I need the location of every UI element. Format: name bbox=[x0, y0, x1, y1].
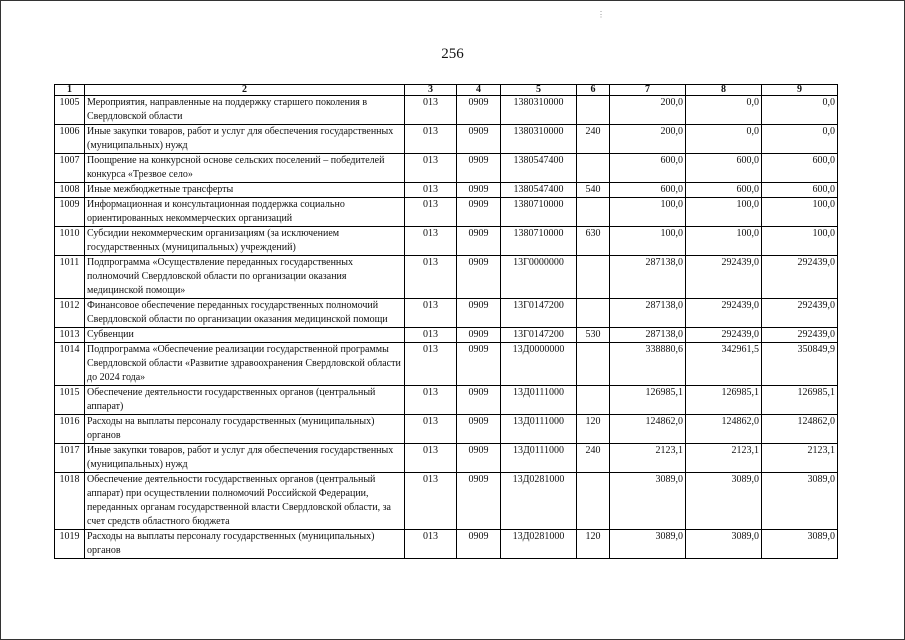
row-code-col3: 013 bbox=[405, 444, 457, 473]
header-cell: 5 bbox=[501, 85, 577, 96]
row-code-col5: 13Д0111000 bbox=[501, 386, 577, 415]
row-name: Субвенции bbox=[85, 328, 405, 343]
row-amount-col9: 292439,0 bbox=[762, 256, 838, 299]
row-amount-col9: 3089,0 bbox=[762, 530, 838, 559]
row-code-col6: 120 bbox=[577, 530, 610, 559]
table-row bbox=[55, 444, 838, 473]
row-number: 1010 bbox=[55, 227, 85, 256]
row-amount-col8: 292439,0 bbox=[686, 256, 762, 299]
row-code-col4: 0909 bbox=[457, 183, 501, 198]
row-code-col4: 0909 bbox=[457, 386, 501, 415]
row-amount-col7: 100,0 bbox=[610, 227, 686, 256]
page-number: 256 bbox=[441, 46, 464, 62]
row-code-col6: 240 bbox=[577, 444, 610, 473]
header-cell: 7 bbox=[610, 85, 686, 96]
table-row bbox=[55, 125, 838, 154]
row-code-col6 bbox=[577, 96, 610, 125]
row-code-col6 bbox=[577, 473, 610, 530]
row-number: 1005 bbox=[55, 96, 85, 125]
row-code-col4: 0909 bbox=[457, 299, 501, 328]
row-name: Мероприятия, направленные на поддержку старшего поколения в Свердловской области bbox=[85, 96, 405, 125]
row-name: Иные закупки товаров, работ и услуг для обеспечения государственных (муниципальных) нужд bbox=[85, 125, 405, 154]
row-number: 1018 bbox=[55, 473, 85, 530]
row-amount-col7: 338880,6 bbox=[610, 343, 686, 386]
row-amount-col7: 200,0 bbox=[610, 125, 686, 154]
row-code-col5: 13Д0000000 bbox=[501, 343, 577, 386]
row-amount-col8: 3089,0 bbox=[686, 473, 762, 530]
row-code-col5: 1380710000 bbox=[501, 198, 577, 227]
row-amount-col9: 124862,0 bbox=[762, 415, 838, 444]
row-amount-col7: 124862,0 bbox=[610, 415, 686, 444]
row-code-col3: 013 bbox=[405, 328, 457, 343]
row-amount-col8: 2123,1 bbox=[686, 444, 762, 473]
row-code-col6 bbox=[577, 154, 610, 183]
row-code-col6 bbox=[577, 386, 610, 415]
row-amount-col9: 292439,0 bbox=[762, 328, 838, 343]
row-number: 1007 bbox=[55, 154, 85, 183]
row-amount-col8: 600,0 bbox=[686, 183, 762, 198]
row-name: Информационная и консультационная поддержка социально ориентированных некоммерческих организаций bbox=[85, 198, 405, 227]
row-name: Финансовое обеспечение переданных государственных полномочий Свердловской области по организации оказания медицинской помощи bbox=[85, 299, 405, 328]
row-code-col3: 013 bbox=[405, 125, 457, 154]
row-code-col5: 13Г0000000 bbox=[501, 256, 577, 299]
budget-table bbox=[54, 84, 838, 559]
table-row bbox=[55, 227, 838, 256]
row-code-col3: 013 bbox=[405, 183, 457, 198]
row-amount-col7: 2123,1 bbox=[610, 444, 686, 473]
row-amount-col7: 600,0 bbox=[610, 154, 686, 183]
row-amount-col9: 2123,1 bbox=[762, 444, 838, 473]
table-row bbox=[55, 96, 838, 125]
table-row bbox=[55, 256, 838, 299]
header-cell: 1 bbox=[55, 85, 85, 96]
row-code-col3: 013 bbox=[405, 473, 457, 530]
row-code-col5: 1380310000 bbox=[501, 125, 577, 154]
row-code-col4: 0909 bbox=[457, 343, 501, 386]
table-row bbox=[55, 198, 838, 227]
row-code-col3: 013 bbox=[405, 530, 457, 559]
header-cell: 6 bbox=[577, 85, 610, 96]
row-name: Субсидии некоммерческим организациям (за исключением государственных (муниципальных) учреждений) bbox=[85, 227, 405, 256]
row-code-col3: 013 bbox=[405, 154, 457, 183]
row-name: Поощрение на конкурсной основе сельских поселений – победителей конкурса «Трезвое село» bbox=[85, 154, 405, 183]
row-amount-col7: 3089,0 bbox=[610, 530, 686, 559]
row-code-col4: 0909 bbox=[457, 154, 501, 183]
row-code-col3: 013 bbox=[405, 343, 457, 386]
row-amount-col7: 200,0 bbox=[610, 96, 686, 125]
row-number: 1019 bbox=[55, 530, 85, 559]
table-row bbox=[55, 473, 838, 530]
row-number: 1016 bbox=[55, 415, 85, 444]
table-row bbox=[55, 154, 838, 183]
row-name: Обеспечение деятельности государственных органов (центральный аппарат) при осуществлении полномочий Российской Федерации, переданных органам государственной власти Свердловской области, за счет средств областного бюджета bbox=[85, 473, 405, 530]
row-amount-col9: 0,0 bbox=[762, 125, 838, 154]
row-amount-col8: 100,0 bbox=[686, 227, 762, 256]
row-code-col4: 0909 bbox=[457, 530, 501, 559]
row-name: Обеспечение деятельности государственных органов (центральный аппарат) bbox=[85, 386, 405, 415]
row-amount-col9: 100,0 bbox=[762, 198, 838, 227]
row-code-col5: 13Д0111000 bbox=[501, 444, 577, 473]
row-amount-col9: 350849,9 bbox=[762, 343, 838, 386]
row-code-col6 bbox=[577, 299, 610, 328]
row-code-col6: 120 bbox=[577, 415, 610, 444]
row-amount-col7: 287138,0 bbox=[610, 328, 686, 343]
header-cell: 9 bbox=[762, 85, 838, 96]
row-number: 1017 bbox=[55, 444, 85, 473]
row-code-col5: 13Д0111000 bbox=[501, 415, 577, 444]
row-code-col5: 1380547400 bbox=[501, 154, 577, 183]
row-amount-col8: 600,0 bbox=[686, 154, 762, 183]
row-code-col6: 240 bbox=[577, 125, 610, 154]
row-amount-col7: 287138,0 bbox=[610, 256, 686, 299]
row-code-col4: 0909 bbox=[457, 444, 501, 473]
row-code-col4: 0909 bbox=[457, 227, 501, 256]
row-name: Подпрограмма «Осуществление переданных государственных полномочий Свердловской области по организации оказания медицинской помощи» bbox=[85, 256, 405, 299]
row-name: Расходы на выплаты персоналу государственных (муниципальных) органов bbox=[85, 415, 405, 444]
row-code-col5: 1380710000 bbox=[501, 227, 577, 256]
row-amount-col7: 100,0 bbox=[610, 198, 686, 227]
row-number: 1008 bbox=[55, 183, 85, 198]
table-row bbox=[55, 530, 838, 559]
row-name: Иные межбюджетные трансферты bbox=[85, 183, 405, 198]
row-number: 1006 bbox=[55, 125, 85, 154]
row-amount-col9: 600,0 bbox=[762, 154, 838, 183]
row-code-col3: 013 bbox=[405, 415, 457, 444]
row-code-col6: 530 bbox=[577, 328, 610, 343]
row-number: 1011 bbox=[55, 256, 85, 299]
header-cell: 3 bbox=[405, 85, 457, 96]
scan-mark: ⋮ bbox=[597, 10, 605, 19]
row-number: 1013 bbox=[55, 328, 85, 343]
row-number: 1009 bbox=[55, 198, 85, 227]
table-row bbox=[55, 386, 838, 415]
row-number: 1014 bbox=[55, 343, 85, 386]
row-code-col6 bbox=[577, 343, 610, 386]
row-amount-col8: 342961,5 bbox=[686, 343, 762, 386]
row-amount-col7: 126985,1 bbox=[610, 386, 686, 415]
row-name: Расходы на выплаты персоналу государственных (муниципальных) органов bbox=[85, 530, 405, 559]
row-amount-col9: 292439,0 bbox=[762, 299, 838, 328]
row-code-col6 bbox=[577, 256, 610, 299]
table-row bbox=[55, 343, 838, 386]
row-amount-col7: 3089,0 bbox=[610, 473, 686, 530]
row-amount-col9: 600,0 bbox=[762, 183, 838, 198]
header-cell: 4 bbox=[457, 85, 501, 96]
row-code-col4: 0909 bbox=[457, 328, 501, 343]
row-amount-col8: 126985,1 bbox=[686, 386, 762, 415]
row-amount-col9: 3089,0 bbox=[762, 473, 838, 530]
row-amount-col8: 3089,0 bbox=[686, 530, 762, 559]
row-amount-col9: 126985,1 bbox=[762, 386, 838, 415]
table-row bbox=[55, 299, 838, 328]
row-amount-col7: 600,0 bbox=[610, 183, 686, 198]
row-code-col3: 013 bbox=[405, 256, 457, 299]
row-number: 1012 bbox=[55, 299, 85, 328]
row-code-col5: 1380547400 bbox=[501, 183, 577, 198]
table-row bbox=[55, 415, 838, 444]
row-code-col5: 13Г0147200 bbox=[501, 328, 577, 343]
row-number: 1015 bbox=[55, 386, 85, 415]
row-code-col4: 0909 bbox=[457, 125, 501, 154]
row-code-col5: 13Д0281000 bbox=[501, 473, 577, 530]
row-amount-col8: 292439,0 bbox=[686, 299, 762, 328]
row-amount-col8: 0,0 bbox=[686, 125, 762, 154]
row-code-col3: 013 bbox=[405, 96, 457, 125]
row-amount-col7: 287138,0 bbox=[610, 299, 686, 328]
row-code-col6: 630 bbox=[577, 227, 610, 256]
row-code-col4: 0909 bbox=[457, 198, 501, 227]
header-cell: 2 bbox=[85, 85, 405, 96]
row-code-col4: 0909 bbox=[457, 473, 501, 530]
row-code-col6 bbox=[577, 198, 610, 227]
row-code-col3: 013 bbox=[405, 299, 457, 328]
row-code-col5: 1380310000 bbox=[501, 96, 577, 125]
row-code-col3: 013 bbox=[405, 227, 457, 256]
row-code-col6: 540 bbox=[577, 183, 610, 198]
table-row bbox=[55, 328, 838, 343]
row-amount-col8: 124862,0 bbox=[686, 415, 762, 444]
row-code-col3: 013 bbox=[405, 386, 457, 415]
row-code-col5: 13Г0147200 bbox=[501, 299, 577, 328]
row-amount-col8: 292439,0 bbox=[686, 328, 762, 343]
row-code-col4: 0909 bbox=[457, 256, 501, 299]
row-name: Иные закупки товаров, работ и услуг для обеспечения государственных (муниципальных) нужд bbox=[85, 444, 405, 473]
row-amount-col8: 0,0 bbox=[686, 96, 762, 125]
header-cell: 8 bbox=[686, 85, 762, 96]
row-code-col4: 0909 bbox=[457, 415, 501, 444]
row-amount-col9: 0,0 bbox=[762, 96, 838, 125]
header-row bbox=[55, 85, 838, 96]
row-code-col3: 013 bbox=[405, 198, 457, 227]
row-amount-col8: 100,0 bbox=[686, 198, 762, 227]
row-code-col4: 0909 bbox=[457, 96, 501, 125]
row-amount-col9: 100,0 bbox=[762, 227, 838, 256]
row-code-col5: 13Д0281000 bbox=[501, 530, 577, 559]
table-row bbox=[55, 183, 838, 198]
row-name: Подпрограмма «Обеспечение реализации государственной программы Свердловской области «Развитие здравоохранения Свердловской области до 2024 года» bbox=[85, 343, 405, 386]
